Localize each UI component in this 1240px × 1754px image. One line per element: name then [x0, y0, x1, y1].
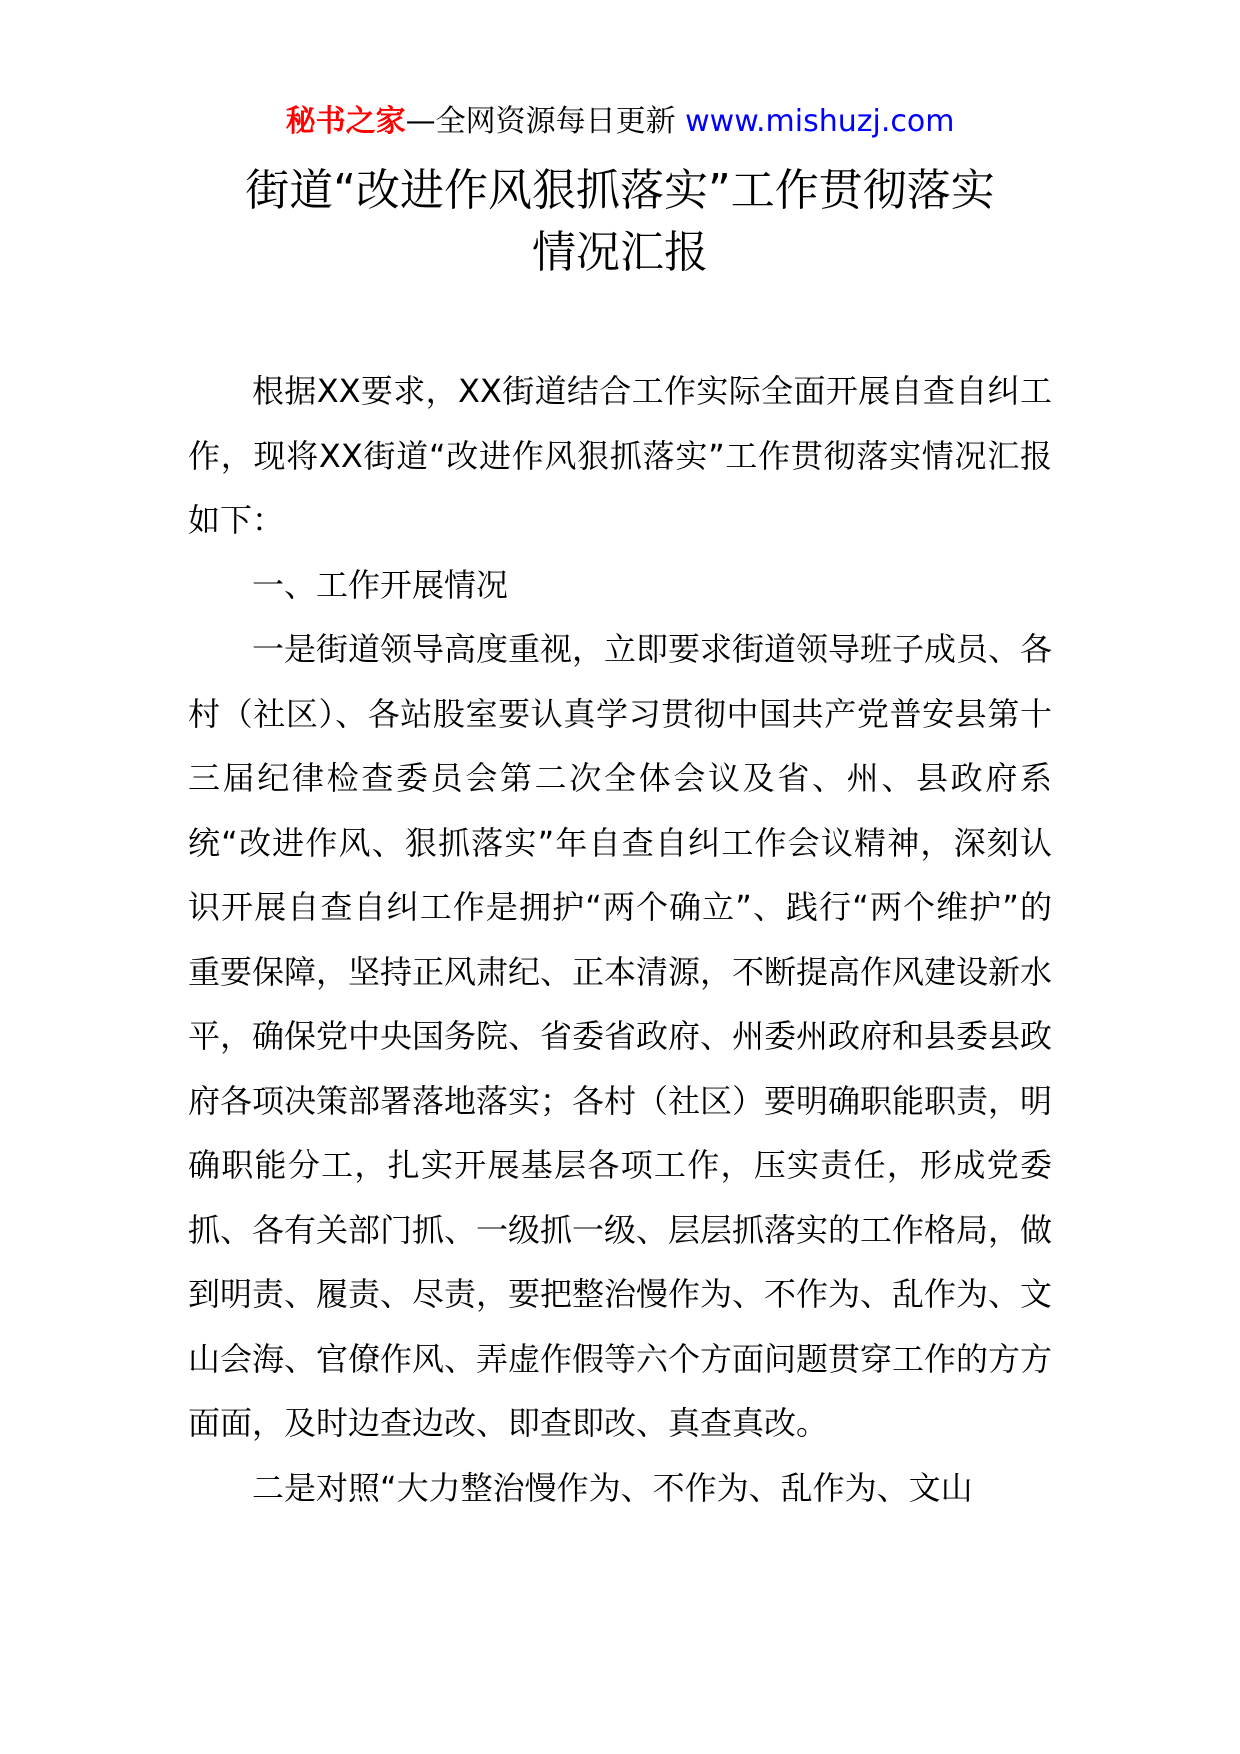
site-header: [0, 102, 1240, 142]
document-title: [0, 160, 1240, 284]
section-heading-1: 一、工作开展情况: [252, 565, 509, 604]
paragraph-1: 一是街道领导高度重视，立即要求街道领导班子成员、各村（社区）、各站股室要认真学习贯彻中国共产党普安县第十三届纪律检查委员会第二次全体会议及省、州、县政府系统“改进作风、狠抓落实”年自查自纠工作会议精神，深刻认识开展自查自纠工作是拥护“两个确立”、践行“两个维护”的重要保障，坚持正风肃纪、正本清源，不断提高作风建设新水平，确保党中央国务院、省委省政府、州委州政府和县委县政府各项决策部署落地落实；各村（社区）要明确职能职责，明确职能分工，扎实开展基层各项工作，压实责任，形成党委抓、各有关部门抓、一级抓一级、层层抓落实的工作格局，做到明责、履责、尽责，要把整治慢作为、不作为、乱作为、文山会海、官僚作风、弄虚作假等六个方面问题贯穿工作的方方面面，及时边查边改、即查即改、真查真改。: [188, 630, 1053, 1442]
paragraph-2: 二是对照“大力整治慢作为、不作为、乱作为、文山: [252, 1468, 973, 1507]
header-tagline: —全网资源每日更新: [405, 104, 686, 139]
document-title-line-1: 街道“改进作风狠抓落实”工作贯彻落实: [245, 165, 995, 216]
document-body: [188, 359, 1052, 1520]
document-title-line-2: 情况汇报: [532, 227, 708, 278]
header-url-link[interactable]: www.mishuzj.com: [685, 104, 955, 139]
header-brand: 秘书之家: [285, 104, 406, 139]
intro-paragraph: 根据XX要求，XX街道结合工作实际全面开展自查自纠工作，现将XX街道“改进作风狠抓落实”工作贯彻落实情况汇报如下：: [188, 372, 1052, 539]
